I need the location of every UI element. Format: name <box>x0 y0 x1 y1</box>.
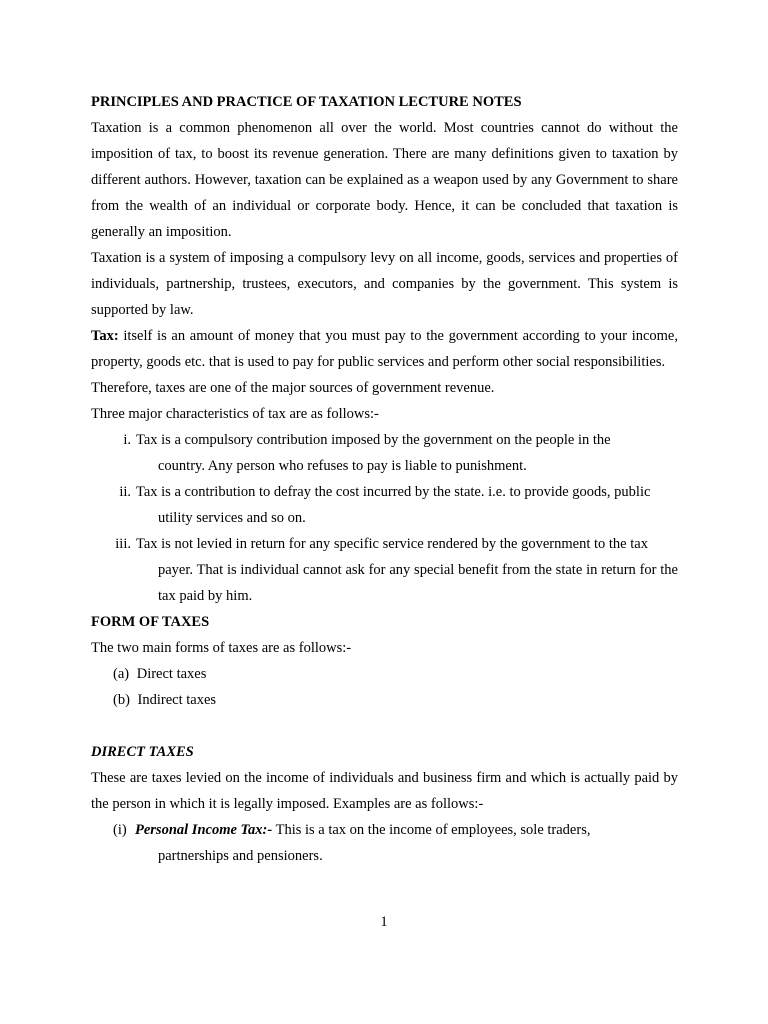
list-item-first-text: This is a tax on the income of employees, sole traders, <box>272 822 591 838</box>
list-item <box>91 479 678 531</box>
list-item-number: (a) <box>113 666 130 682</box>
list-item-continuation: payer. That is individual cannot ask for any special benefit from the state in return for the tax paid by him. <box>158 562 678 604</box>
list-item-first-line: Tax is a compulsory contribution imposed by the government on the people in the <box>136 432 611 448</box>
document-body <box>91 89 678 869</box>
taxation-definition-paragraph: Taxation is a system of imposing a compulsory levy on all income, goods, services and properties of individuals, partnership, trustees, executors, and companies by the government. This system is supported by law. <box>91 250 678 318</box>
list-item-label: Indirect taxes <box>137 692 217 708</box>
list-item-continuation: utility services and so on. <box>158 510 306 526</box>
form-of-taxes-heading: FORM OF TAXES <box>91 614 210 630</box>
characteristics-intro: Three major characteristics of tax are as follows:- <box>91 406 379 422</box>
direct-taxes-intro: These are taxes levied on the income of individuals and business firm and which is actually paid by the person in which it is legally imposed. Examples are as follows:- <box>91 770 678 812</box>
list-item-number: (b) <box>113 692 130 708</box>
list-item-term: Personal Income Tax:- <box>135 822 273 838</box>
list-item <box>91 661 678 687</box>
list-item-continuation: partnerships and pensioners. <box>158 848 323 864</box>
list-item-label: Direct taxes <box>136 666 207 682</box>
intro-paragraph: Taxation is a common phenomenon all over the world. Most countries cannot do without the imposition of tax, to boost its revenue generation. There are many definitions given to taxation by different authors. However, taxation can be explained as a weapon used by any Government to share from the wealth of an individual or corporate body. Hence, it can be concluded that taxation is generally an imposition. <box>91 120 678 240</box>
direct-taxes-heading: DIRECT TAXES <box>91 744 194 760</box>
list-item-first-line: Tax is a contribution to defray the cost incurred by the state. i.e. to provide goods, public <box>136 484 651 500</box>
forms-intro: The two main forms of taxes are as follows:- <box>91 640 352 656</box>
page-number: 1 <box>380 914 388 930</box>
list-item-number: (i) <box>113 822 127 838</box>
list-item-number: iii. <box>115 536 131 552</box>
list-item-number: i. <box>123 432 131 448</box>
list-item <box>91 427 678 479</box>
list-item <box>91 687 678 713</box>
spacer <box>91 713 678 739</box>
list-item-number: ii. <box>119 484 131 500</box>
document-title: PRINCIPLES AND PRACTICE OF TAXATION LECTURE NOTES <box>91 94 522 110</box>
list-item-continuation: country. Any person who refuses to pay is liable to punishment. <box>158 458 527 474</box>
tax-definition-paragraph <box>91 323 678 375</box>
list-item-first-line <box>135 817 678 843</box>
tax-term: Tax: <box>91 328 119 344</box>
list-item-first-line: Tax is not levied in return for any specific service rendered by the government to the tax <box>136 536 648 552</box>
tax-definition-text: itself is an amount of money that you must pay to the government according to your income, property, goods etc. that is used to pay for public services and perform other social responsibilities. <box>91 328 678 370</box>
revenue-sentence: Therefore, taxes are one of the major sources of government revenue. <box>91 380 495 396</box>
list-item <box>91 531 678 609</box>
list-item <box>91 817 678 869</box>
